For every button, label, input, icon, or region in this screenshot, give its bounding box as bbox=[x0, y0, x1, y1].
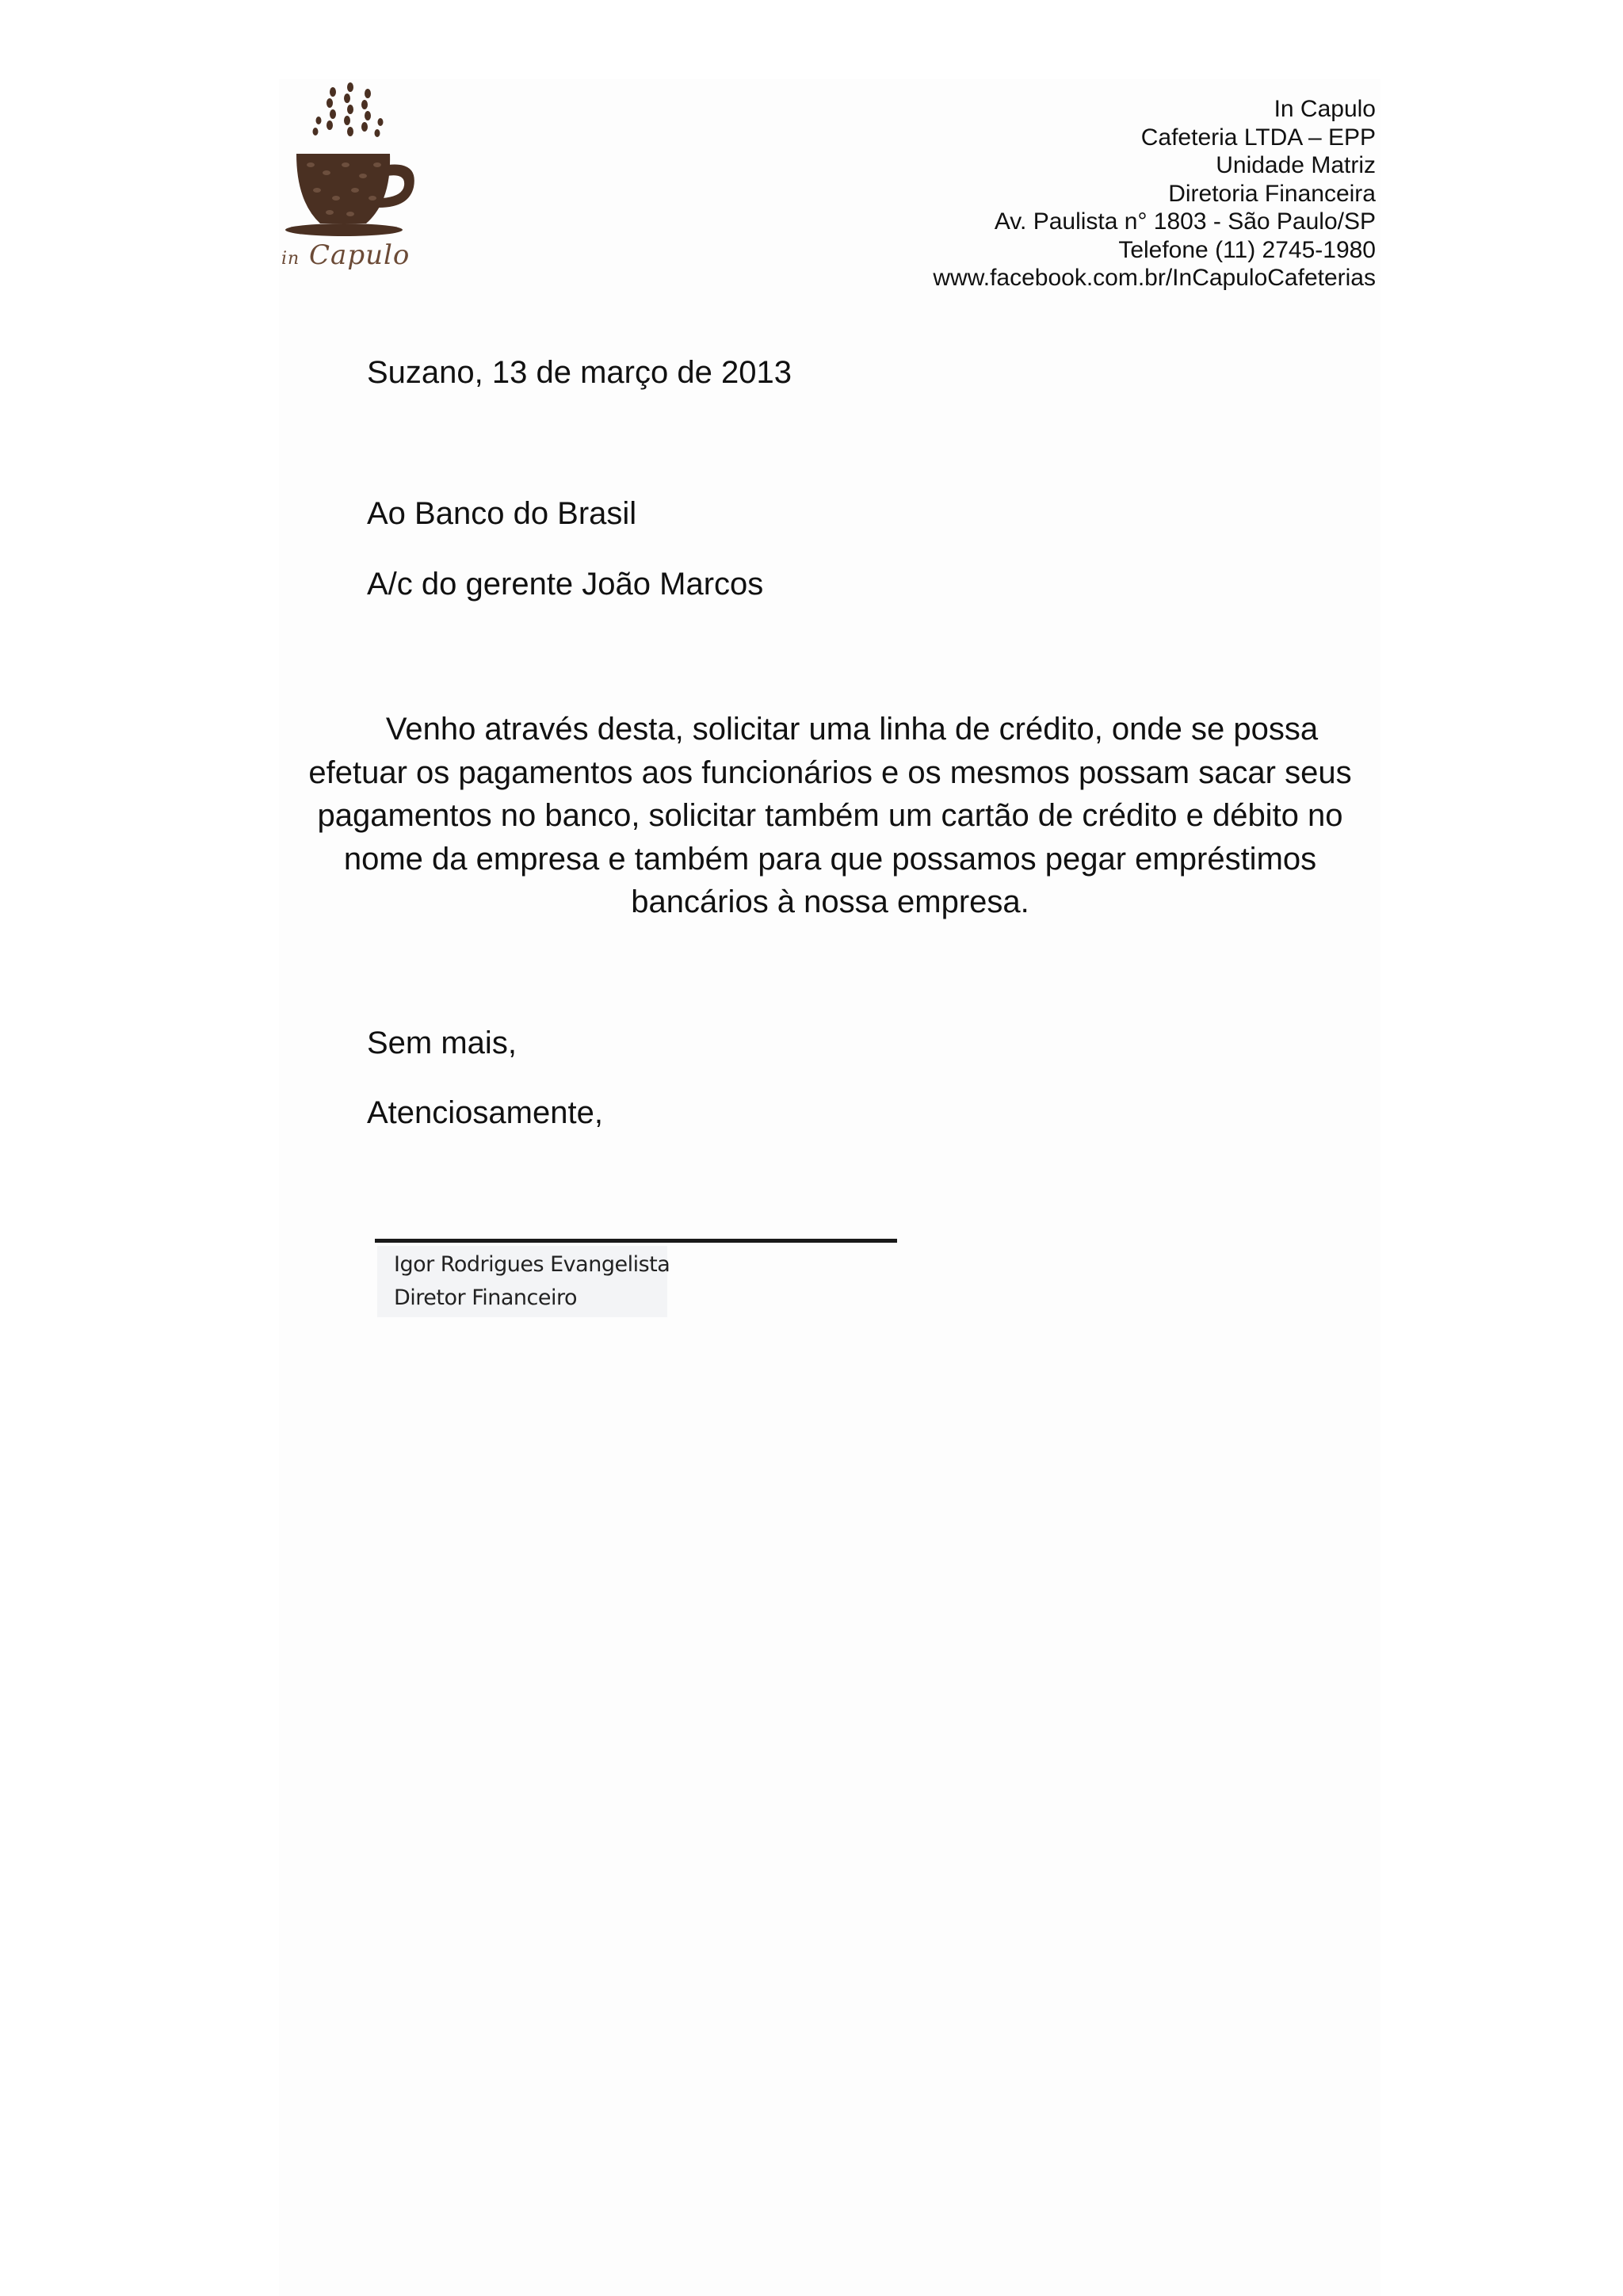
signatory-name: Igor Rodrigues Evangelista bbox=[394, 1252, 670, 1277]
logo-wordmark: in Capulo bbox=[281, 239, 411, 271]
body-line: nome da empresa e também para que possamos pegar empréstimos bbox=[343, 841, 1317, 877]
body-line: bancários à nossa empresa. bbox=[631, 884, 1029, 919]
company-legal-name: Cafeteria LTDA – EPP bbox=[1140, 124, 1376, 151]
company-unit: Unidade Matriz bbox=[1216, 152, 1376, 178]
signatory-title: Diretor Financeiro bbox=[394, 1286, 578, 1310]
body-line: pagamentos no banco, solicitar também um cartão de crédito e débito no bbox=[317, 798, 1343, 833]
recipient-line-1: Ao Banco do Brasil bbox=[367, 496, 637, 531]
company-address: Av. Paulista n° 1803 - São Paulo/SP bbox=[994, 208, 1376, 235]
body-line: efetuar os pagamentos aos funcionários e os mesmos possam sacar seus bbox=[308, 755, 1352, 790]
company-phone: Telefone (11) 2745-1980 bbox=[1118, 236, 1376, 263]
closing-line-2: Atenciosamente, bbox=[367, 1095, 603, 1130]
page-background bbox=[279, 79, 1381, 2296]
closing-line-1: Sem mais, bbox=[367, 1026, 517, 1060]
body-line: Venho através desta, solicitar uma linha de crédito, onde se possa bbox=[385, 712, 1319, 747]
company-name: In Capulo bbox=[1274, 96, 1376, 122]
company-department: Diretoria Financeira bbox=[1168, 180, 1376, 207]
company-header bbox=[821, 95, 1376, 292]
company-website: www.facebook.com.br/InCapuloCafeterias bbox=[933, 265, 1376, 291]
signature-line bbox=[375, 1239, 897, 1243]
letter-body bbox=[285, 708, 1375, 924]
letter-date: Suzano, 13 de março de 2013 bbox=[367, 355, 792, 390]
recipient-line-2: A/c do gerente João Marcos bbox=[367, 567, 764, 602]
